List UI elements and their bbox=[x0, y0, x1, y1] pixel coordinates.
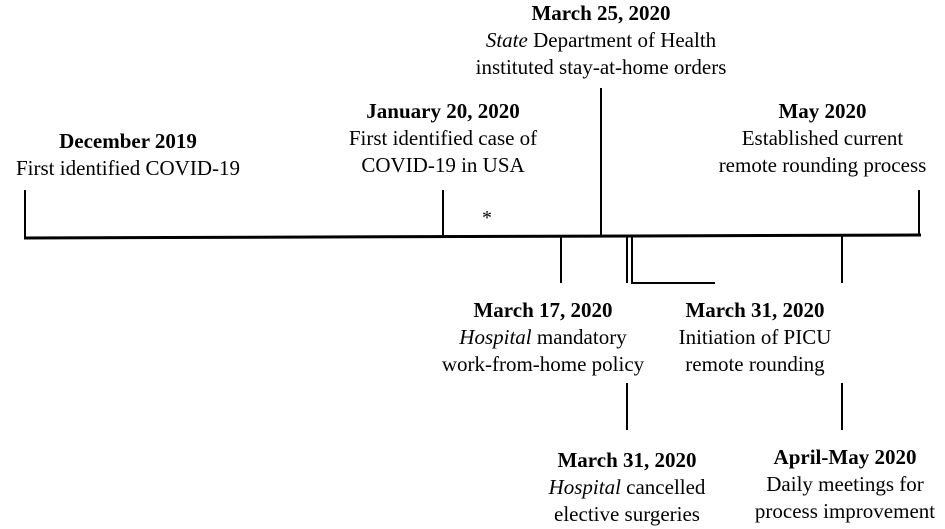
event-description-rest: Department of Health bbox=[527, 28, 717, 52]
event-january-20-2020 bbox=[323, 98, 563, 179]
event-description-line1: Daily meetings for bbox=[766, 472, 924, 496]
event-description-line2: work-from-home policy bbox=[441, 352, 645, 376]
event-date: December 2019 bbox=[59, 129, 197, 153]
asterisk-marker: * bbox=[482, 207, 492, 229]
event-march-31-2020-rounding bbox=[650, 297, 860, 378]
event-description-line2: remote rounding bbox=[685, 352, 825, 376]
event-date: January 20, 2020 bbox=[366, 99, 520, 123]
event-march-17-2020 bbox=[423, 297, 663, 378]
event-date: March 17, 2020 bbox=[473, 298, 613, 322]
event-description-line2: elective surgeries bbox=[554, 502, 700, 526]
event-description-line2: process improvement bbox=[754, 499, 936, 523]
event-description-rest: cancelled bbox=[620, 475, 706, 499]
event-description-line1: Initiation of PICU bbox=[678, 325, 832, 349]
event-description-line2: remote rounding process bbox=[718, 153, 927, 177]
event-may-2020 bbox=[700, 98, 945, 179]
event-description-line1 bbox=[522, 474, 732, 501]
event-description-line2: COVID-19 in USA bbox=[361, 153, 525, 177]
event-description: First identified COVID-19 bbox=[16, 156, 240, 180]
event-date: March 25, 2020 bbox=[531, 1, 671, 25]
event-emphasis: Hospital bbox=[548, 475, 621, 499]
event-march-31-2020-surgeries bbox=[522, 447, 732, 528]
event-april-may-2020 bbox=[745, 444, 945, 525]
event-description-line2: instituted stay-at-home orders bbox=[475, 55, 727, 79]
event-description-rest: mandatory bbox=[531, 325, 627, 349]
event-description-line1 bbox=[423, 324, 663, 351]
event-december-2019 bbox=[0, 128, 256, 182]
event-emphasis: Hospital bbox=[459, 325, 532, 349]
event-description-line1: Established current bbox=[741, 126, 904, 150]
event-description-line1: First identified case of bbox=[348, 126, 538, 150]
event-emphasis: State bbox=[485, 28, 528, 52]
timeline-axis bbox=[24, 235, 921, 238]
event-date: March 31, 2020 bbox=[557, 448, 697, 472]
event-date: March 31, 2020 bbox=[685, 298, 825, 322]
event-date: May 2020 bbox=[778, 99, 867, 123]
event-march-25-2020 bbox=[441, 0, 761, 81]
event-description-line1 bbox=[441, 27, 761, 54]
event-date: April-May 2020 bbox=[773, 445, 917, 469]
